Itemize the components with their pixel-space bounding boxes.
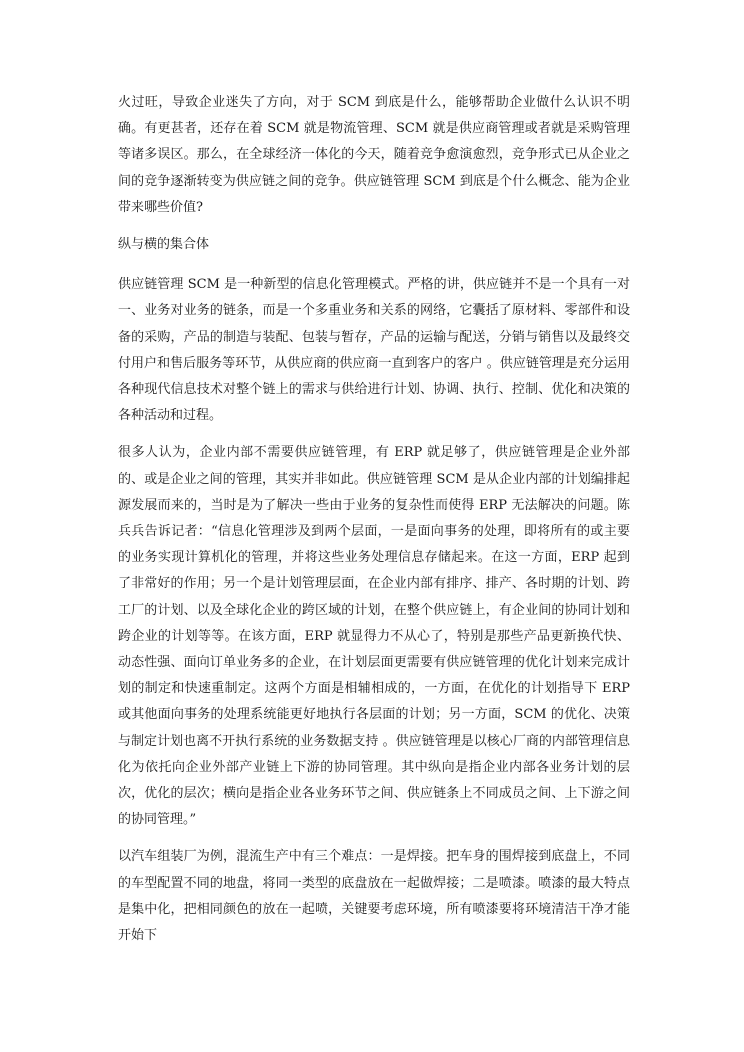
- paragraph-auto-example: 以汽车组装厂为例，混流生产中有三个难点：一是焊接。把车身的围焊接到底盘上，不同的车型配置不同的地盘，将同一类型的底盘放在一起做焊接；二是喷漆。喷漆的最大特点是集中化，把相同颜色的放在一起喷，关键要考虑环境，所有喷漆要将环境清洁干净才能开始下: [118, 849, 630, 944]
- paragraph-erp-comparison: 很多人认为，企业内部不需要供应链管理，有 ERP 就足够了，供应链管理是企业外部的、或是企业之间的管理，其实并非如此。供应链管理 SCM 是从企业内部的计划编排起源发展而来的，当时是为了解决一些由于业务的复杂性而使得 ERP 无法解决的问题。陈兵兵告诉记者：“信息化管理涉及到两个层面，一是面向事务的处理，即将所有的或主要的业务实现计算机化的管理，并将这些业务处理信息存储起来。在这一方面，ERP 起到了非常好的作用；另一个是计划管理层面，在企业内部有排序、排产、各时期的计划、跨工厂的计划、以及全球化企业的跨区域的计划，在整个供应链上，有企业间的协同计划和跨企业的计划等等。在该方面，ERP 就显得力不从心了，特别是那些产品更新换代快、动态性强、面向订单业务多的企业，在计划层面更需要有供应链管理的优化计划来完成计划的制定和快速重制定。这两个方面是相辅相成的，一方面，在优化的计划指导下 ERP 或其他面向事务的处理系统能更好地执行各层面的计划；另一方面，SCM 的优化、决策与制定计划也离不开执行系统的业务数据支持 。供应链管理是以核心厂商的内部管理信息化为依托向企业外部产业链上下游的协同管理。其中纵向是指企业内部各业务计划的层次，优化的层次；横向是指企业各业务环节之间、供应链条上不同成员之间、上下游之间的协同管理。”: [118, 445, 630, 828]
- section-heading: 纵与横的集合体: [118, 237, 210, 253]
- paragraph-intro: 火过旺，导致企业迷失了方向，对于 SCM 到底是什么，能够帮助企业做什么认识不明确。有更甚者，还存在着 SCM 就是物流管理、SCM 就是供应商管理或者就是采购管理等诸多误区。那么，在全球经济一体化的今天，随着竞争愈演愈烈，竞争形式已从企业之间的竞争逐渐转变为供应链之间的竞争。供应链管理 SCM 到底是个什么概念、能为企业带来哪些价值?: [118, 95, 630, 215]
- document-body: [118, 90, 630, 960]
- paragraph-definition: 供应链管理 SCM 是一种新型的信息化管理模式。严格的讲，供应链并不是一个具有一对一、业务对业务的链条，而是一个多重业务和关系的网络，它囊括了原材料、零部件和设备的采购，产品的制造与装配、包装与暂存，产品的运输与配送，分销与销售以及最终交付用户和售后服务等环节，从供应商的供应商一直到客户的客户 。供应链管理是充分运用各种现代信息技术对整个链上的需求与供给进行计划、协调、执行、控制、优化和决策的各种活动和过程。: [118, 277, 630, 424]
